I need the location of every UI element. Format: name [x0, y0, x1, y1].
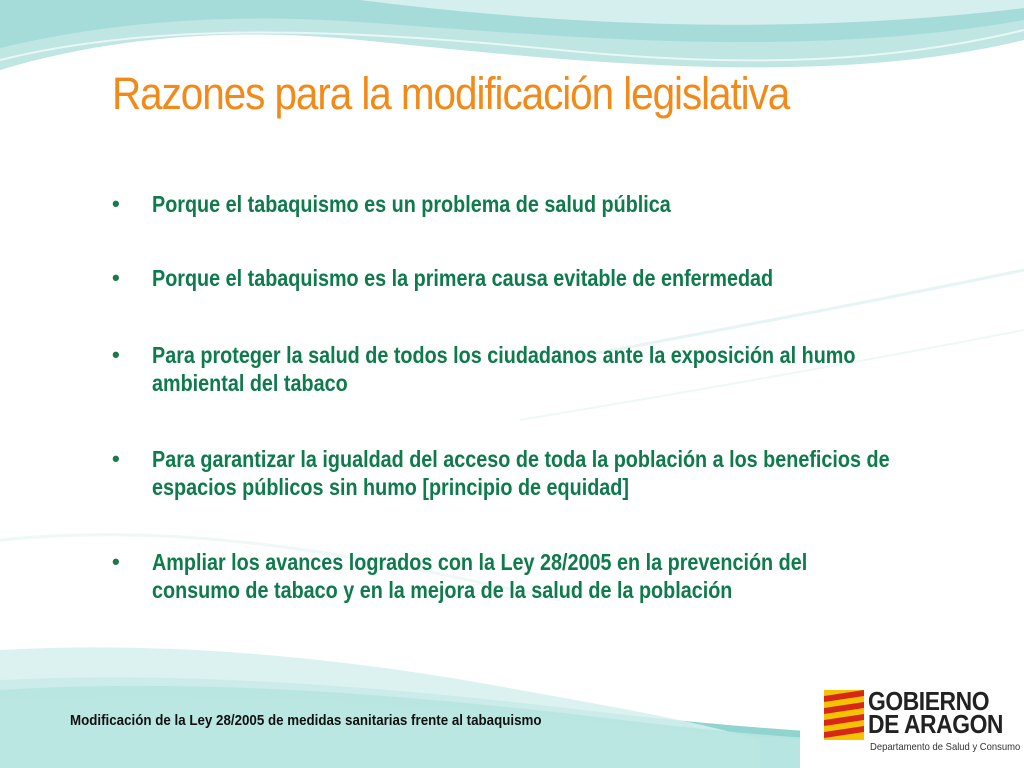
bullet-text: Ampliar los avances logrados con la Ley 28/2005 en la prevención del consumo de tabaco y en la mejora de la salud de la población [152, 549, 808, 603]
slide-footer: Modificación de la Ley 28/2005 de medidas sanitarias frente al tabaquismo [70, 713, 542, 729]
aragon-flag-icon [824, 690, 864, 740]
slide-title: Razones para la modificación legislativa [112, 68, 790, 119]
logo-subtitle: Departamento de Salud y Consumo [870, 741, 1021, 753]
bullet-text: Para garantizar la igualdad del acceso de toda la población a los beneficios de espacios públicos sin humo [principio de equidad] [152, 446, 890, 500]
logo-line-1: GOBIERNO [868, 686, 990, 716]
gobierno-de-aragon-logo [824, 686, 1021, 758]
bullet-text: Para proteger la salud de todos los ciudadanos ante la exposición al humo ambiental del tabaco [152, 342, 856, 396]
bullet-marker: • [112, 446, 120, 471]
bullet-marker: • [112, 265, 120, 290]
logo-line-2: DE ARAGON [868, 709, 1004, 739]
bullet-marker: • [112, 549, 120, 574]
bullet-text: Porque el tabaquismo es un problema de salud pública [152, 191, 671, 217]
bullet-marker: • [112, 342, 120, 367]
bullet-text: Porque el tabaquismo es la primera causa evitable de enfermedad [152, 265, 774, 291]
bullet-marker: • [112, 191, 120, 216]
